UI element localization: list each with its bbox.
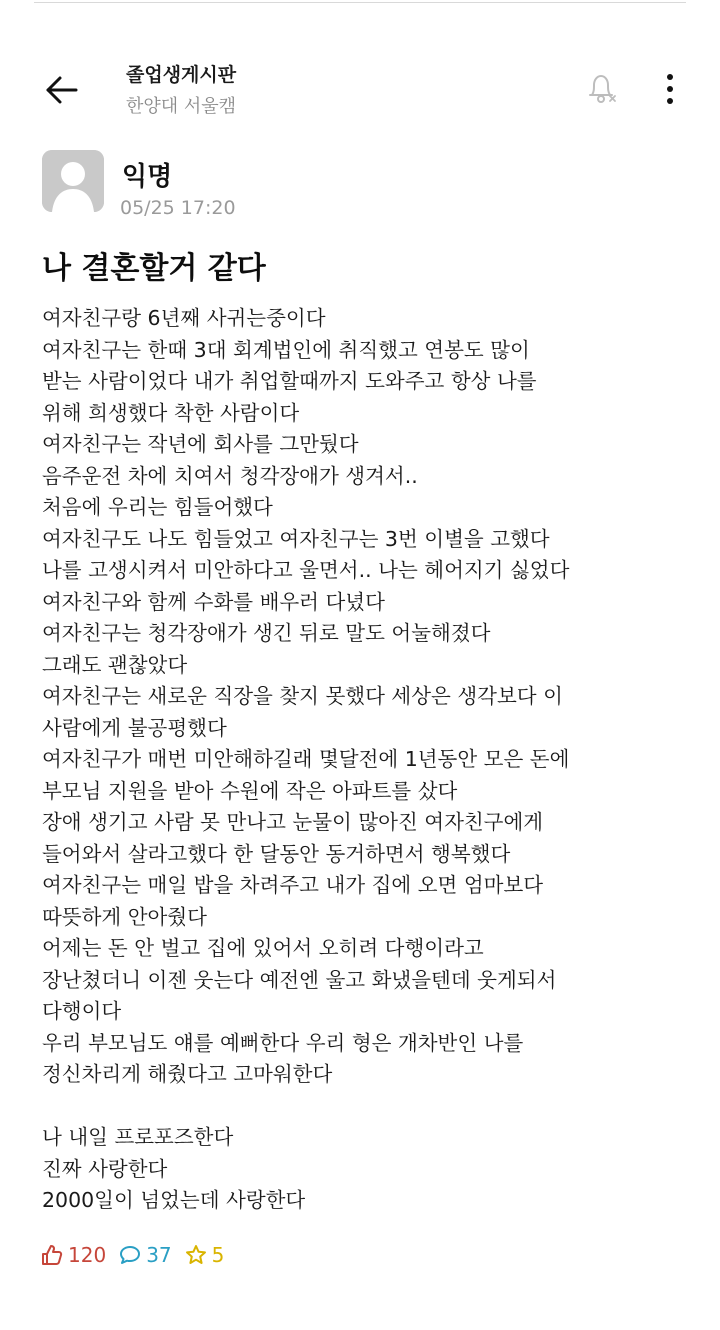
default-profile-icon [42,150,104,212]
post-body-line: 여자친구랑 6년째 사귀는중이다 [42,306,326,330]
post-body-line: 정신차리게 해줬다고 고마워한다 [42,1062,333,1086]
like-count[interactable] [40,1243,106,1267]
post-body-line: 여자친구도 나도 힘들었고 여자친구는 3번 이별을 고했다 [42,526,550,551]
post-body-line: 그래도 괜찮았다 [42,652,188,677]
post-body-line: 처음에 우리는 힘들어했다 [42,495,273,519]
board-subtitle: 한양대 서울캠 [126,96,237,117]
app-header [0,50,720,130]
post-body-line: 부모님 지원을 받아 수원에 작은 아파트를 샀다 [42,778,458,803]
scrap-count-value: 5 [211,1243,225,1267]
post-body-line [42,1091,702,1123]
bell-off-icon [580,68,622,110]
post-body-line: 사람에게 불공평했다 [42,715,227,740]
post-body-line: 여자친구는 한때 3대 회계법인에 취직했고 연봉도 많이 [42,337,530,362]
post-body-line: 여자친구는 새로운 직장을 찾지 못했다 세상은 생각보다 이 [42,684,563,708]
back-button[interactable] [40,70,84,110]
post-body-line: 다행이다 [42,999,122,1023]
arrow-left-icon [40,70,84,110]
board-title: 졸업생게시판 [126,64,237,86]
post-body-line: 진짜 사랑한다 [42,1156,168,1181]
avatar [42,150,104,212]
scrap-count[interactable] [184,1243,225,1267]
comment-count[interactable] [118,1243,171,1267]
comment-count-value: 37 [146,1243,172,1267]
post-body-line: 장난쳤더니 이젠 웃는다 예전엔 울고 화냈을텐데 웃게되서 [42,967,557,992]
post-body-line: 우리 부모님도 얘를 예뻐한다 우리 형은 개차반인 나를 [42,1030,524,1055]
post-body-line: 음주운전 차에 치여서 청각장애가 생겨서.. [42,463,418,488]
star-icon [184,1243,208,1267]
post-body-line: 2000일이 넘었는데 사랑한다 [42,1188,306,1212]
comment-icon [118,1243,142,1267]
post-stats [40,1240,236,1270]
post-title: 나 결혼할거 같다 [42,251,266,286]
post-body-line: 장애 생기고 사람 못 만나고 눈물이 많아진 여자친구에게 [42,810,544,834]
post-body-line: 여자친구와 함께 수화를 배우러 다녔다 [42,589,385,614]
more-options-button[interactable] [656,68,684,110]
post-body-line: 나 내일 프로포즈한다 [42,1125,234,1149]
thumbs-up-icon [40,1243,64,1267]
notification-button[interactable] [580,68,622,110]
post-body-line: 들어와서 살라고했다 한 달동안 동거하면서 행복했다 [42,841,511,866]
post-body-line: 위해 희생했다 착한 사람이다 [42,400,300,425]
post-body-line: 따뜻하게 안아줬다 [42,904,207,929]
post-body-line: 여자친구는 매일 밥을 차려주고 내가 집에 오면 엄마보다 [42,873,544,897]
post-body-line: 여자친구는 작년에 회사를 그만뒀다 [42,432,359,456]
more-vertical-icon [656,68,684,110]
post-body-line: 나를 고생시켜서 미안하다고 울면서.. 나는 헤어지기 싫었다 [42,558,570,582]
author-name: 익명 [122,162,173,192]
post-body [42,303,702,1217]
post-body-line: 어제는 돈 안 벌고 집에 있어서 오히려 다행이라고 [42,936,484,960]
top-divider [34,2,686,3]
like-count-value: 120 [68,1243,107,1267]
post-body-line: 받는 사람이었다 내가 취업할때까지 도와주고 항상 나를 [42,369,537,393]
post-body-line: 여자친구가 매번 미안해하길래 몇달전에 1년동안 모은 돈에 [42,747,570,771]
post-timestamp: 05/25 17:20 [120,197,236,219]
post-body-line: 여자친구는 청각장애가 생긴 뒤로 말도 어눌해졌다 [42,621,491,645]
